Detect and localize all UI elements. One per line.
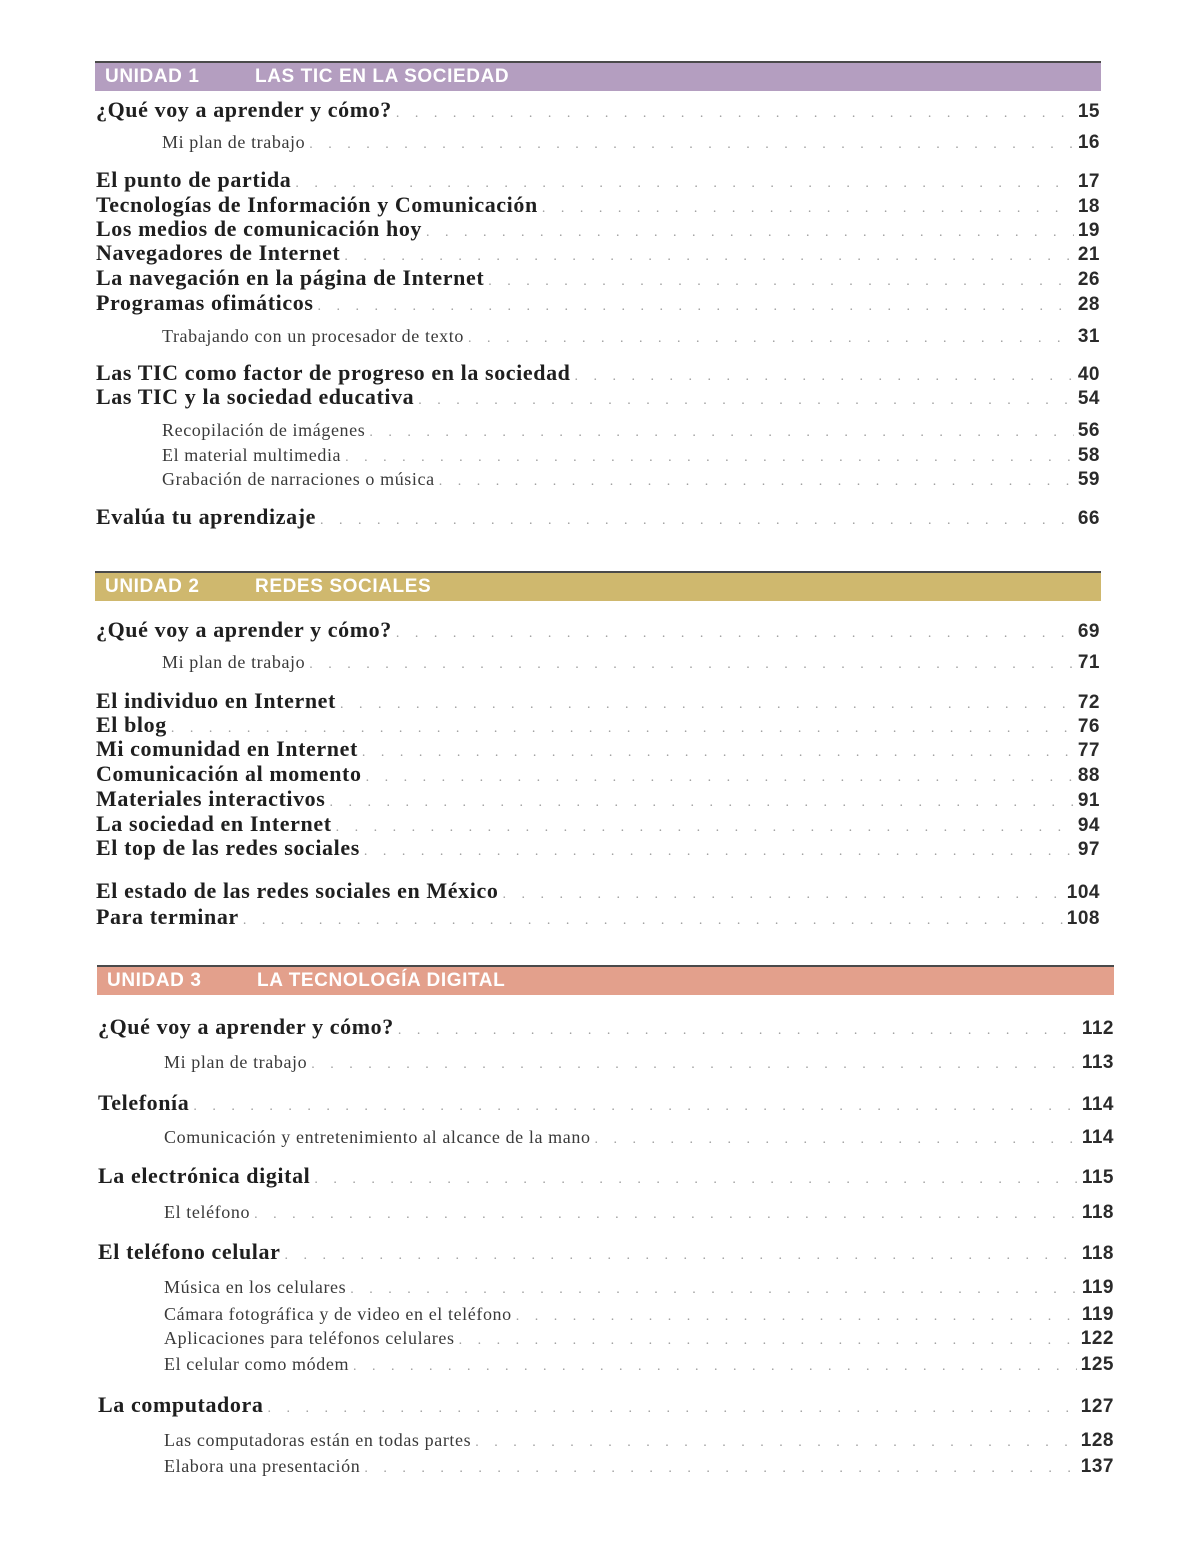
entry-title: Programas ofimáticos bbox=[96, 290, 314, 315]
page-number: 118 bbox=[1081, 1202, 1114, 1223]
page-number: 76 bbox=[1077, 716, 1100, 737]
toc-subentry bbox=[164, 1430, 1114, 1452]
dot-leader bbox=[516, 1307, 1078, 1325]
dot-leader bbox=[502, 885, 1062, 903]
page-number: 18 bbox=[1077, 196, 1100, 217]
dot-leader bbox=[575, 367, 1074, 385]
dot-leader bbox=[439, 472, 1074, 490]
toc-subentry bbox=[162, 445, 1100, 467]
page-number: 114 bbox=[1081, 1127, 1114, 1148]
page-number: 26 bbox=[1077, 269, 1100, 290]
unit-title: REDES SOCIALES bbox=[255, 576, 432, 597]
page-number: 54 bbox=[1077, 388, 1100, 409]
entry-title: El material multimedia bbox=[162, 445, 342, 465]
page-number: 127 bbox=[1080, 1396, 1114, 1417]
dot-leader bbox=[362, 743, 1074, 761]
toc-entry bbox=[96, 878, 1100, 904]
page-number: 40 bbox=[1077, 364, 1100, 385]
page-number: 119 bbox=[1081, 1304, 1114, 1325]
page-number: 97 bbox=[1077, 839, 1100, 860]
entry-title: La navegación en la página de Internet bbox=[96, 265, 485, 290]
entry-title: Música en los celulares bbox=[164, 1277, 347, 1297]
entry-title: Los medios de comunicación hoy bbox=[96, 216, 423, 241]
dot-leader bbox=[311, 1055, 1078, 1073]
entry-title: Evalúa tu aprendizaje bbox=[96, 504, 316, 529]
toc-entry bbox=[96, 835, 1100, 861]
dot-leader bbox=[418, 391, 1074, 409]
toc-subentry bbox=[164, 1052, 1114, 1074]
page-number: 21 bbox=[1077, 244, 1100, 265]
dot-leader bbox=[364, 842, 1074, 860]
page-number: 113 bbox=[1081, 1052, 1114, 1073]
entry-title: Recopilación de imágenes bbox=[162, 420, 366, 440]
page-number: 56 bbox=[1077, 420, 1100, 441]
page-number: 77 bbox=[1077, 740, 1100, 761]
entry-title: Navegadores de Internet bbox=[96, 240, 341, 265]
dot-leader bbox=[595, 1130, 1078, 1148]
toc-entry bbox=[96, 265, 1100, 291]
page-number: 17 bbox=[1077, 171, 1100, 192]
toc-entry bbox=[96, 617, 1100, 643]
toc-entry bbox=[96, 761, 1100, 787]
page-number: 112 bbox=[1081, 1018, 1114, 1039]
page-number: 114 bbox=[1081, 1094, 1114, 1115]
dot-leader bbox=[542, 199, 1074, 217]
unit-header bbox=[95, 571, 1101, 601]
entry-title: Comunicación y entretenimiento al alcance de la mano bbox=[164, 1127, 591, 1147]
entry-title: Grabación de narraciones o música bbox=[162, 469, 435, 489]
dot-leader bbox=[193, 1097, 1077, 1115]
dot-leader bbox=[350, 1280, 1078, 1298]
page-number: 16 bbox=[1077, 132, 1100, 153]
page-number: 69 bbox=[1077, 621, 1100, 642]
dot-leader bbox=[336, 818, 1074, 836]
page-number: 58 bbox=[1077, 445, 1100, 466]
dot-leader bbox=[369, 423, 1074, 441]
toc-entry bbox=[96, 811, 1100, 837]
toc-subentry bbox=[164, 1328, 1114, 1350]
toc-entry bbox=[96, 688, 1100, 714]
dot-leader bbox=[364, 1459, 1076, 1477]
entry-title: La computadora bbox=[98, 1392, 264, 1417]
unit-header bbox=[97, 965, 1114, 995]
dot-leader bbox=[295, 174, 1073, 192]
dot-leader bbox=[340, 695, 1074, 713]
page-number: 19 bbox=[1077, 220, 1100, 241]
entry-title: Tecnologías de Información y Comunicación bbox=[96, 192, 538, 217]
page-number: 115 bbox=[1081, 1167, 1114, 1188]
entry-title: El blog bbox=[96, 712, 167, 737]
dot-leader bbox=[396, 624, 1074, 642]
dot-leader bbox=[309, 655, 1074, 673]
toc-entry bbox=[96, 712, 1100, 738]
dot-leader bbox=[309, 135, 1074, 153]
page-number: 71 bbox=[1077, 652, 1100, 673]
page-number: 122 bbox=[1080, 1328, 1114, 1349]
toc-entry bbox=[98, 1014, 1114, 1040]
toc-entry bbox=[96, 290, 1100, 316]
entry-title: El teléfono bbox=[164, 1202, 251, 1222]
toc-entry bbox=[96, 240, 1100, 266]
unit-header bbox=[95, 61, 1101, 91]
entry-title: El individuo en Internet bbox=[96, 688, 336, 713]
dot-leader bbox=[475, 1433, 1077, 1451]
toc-entry bbox=[96, 216, 1100, 242]
toc-entry bbox=[96, 504, 1100, 530]
page-number: 66 bbox=[1077, 508, 1100, 529]
toc-subentry bbox=[162, 326, 1100, 348]
entry-title: Para terminar bbox=[96, 904, 239, 929]
entry-title: Mi plan de trabajo bbox=[164, 1052, 308, 1072]
dot-leader bbox=[366, 768, 1074, 786]
toc-entry bbox=[96, 786, 1100, 812]
unit-title: LA TECNOLOGÍA DIGITAL bbox=[257, 970, 506, 991]
entry-title: Las TIC y la sociedad educativa bbox=[96, 384, 415, 409]
page-number: 91 bbox=[1077, 790, 1100, 811]
unit-title: LAS TIC EN LA SOCIEDAD bbox=[255, 66, 510, 87]
toc-entry bbox=[98, 1090, 1114, 1116]
unit-number: UNIDAD 2 bbox=[105, 576, 200, 597]
page-number: 28 bbox=[1077, 294, 1100, 315]
entry-title: Telefonía bbox=[98, 1090, 190, 1115]
toc-subentry bbox=[164, 1456, 1114, 1478]
entry-title: Cámara fotográfica y de video en el teléfono bbox=[164, 1304, 512, 1324]
toc-subentry bbox=[164, 1277, 1114, 1299]
toc-entry bbox=[98, 1392, 1114, 1418]
dot-leader bbox=[267, 1399, 1076, 1417]
entry-title: ¿Qué voy a aprender y cómo? bbox=[98, 1014, 394, 1039]
entry-title: El celular como módem bbox=[164, 1354, 350, 1374]
dot-leader bbox=[345, 448, 1074, 466]
page-number: 31 bbox=[1077, 326, 1100, 347]
page-number: 118 bbox=[1081, 1243, 1114, 1264]
entry-title: Trabajando con un procesador de texto bbox=[162, 326, 464, 346]
toc-subentry bbox=[164, 1304, 1114, 1326]
dot-leader bbox=[426, 223, 1074, 241]
page-number: 15 bbox=[1077, 101, 1100, 122]
entry-title: La sociedad en Internet bbox=[96, 811, 332, 836]
page-number: 108 bbox=[1066, 908, 1100, 929]
entry-title: Las TIC como factor de progreso en la sociedad bbox=[96, 360, 571, 385]
entry-title: ¿Qué voy a aprender y cómo? bbox=[96, 97, 392, 122]
dot-leader bbox=[171, 719, 1074, 737]
entry-title: Comunicación al momento bbox=[96, 761, 362, 786]
toc-entry bbox=[96, 384, 1100, 410]
entry-title: Elabora una presentación bbox=[164, 1456, 361, 1476]
entry-title: Mi plan de trabajo bbox=[162, 652, 306, 672]
toc-subentry bbox=[162, 132, 1100, 154]
toc-subentry bbox=[162, 420, 1100, 442]
toc-entry bbox=[96, 192, 1100, 218]
toc-entry bbox=[96, 167, 1100, 193]
entry-title: Las computadoras están en todas partes bbox=[164, 1430, 472, 1450]
unit-number: UNIDAD 1 bbox=[105, 66, 200, 87]
toc-entry bbox=[96, 736, 1100, 762]
dot-leader bbox=[254, 1205, 1078, 1223]
toc-entry bbox=[96, 97, 1100, 123]
entry-title: Mi comunidad en Internet bbox=[96, 736, 358, 761]
dot-leader bbox=[314, 1170, 1077, 1188]
dot-leader bbox=[353, 1357, 1077, 1375]
entry-title: Mi plan de trabajo bbox=[162, 132, 306, 152]
dot-leader bbox=[320, 511, 1074, 529]
toc-entry bbox=[98, 1163, 1114, 1189]
page-number: 119 bbox=[1081, 1277, 1114, 1298]
page-number: 104 bbox=[1066, 882, 1100, 903]
dot-leader bbox=[329, 793, 1073, 811]
entry-title: Aplicaciones para teléfonos celulares bbox=[164, 1328, 455, 1348]
page-number: 88 bbox=[1077, 765, 1100, 786]
entry-title: La electrónica digital bbox=[98, 1163, 311, 1188]
dot-leader bbox=[396, 104, 1074, 122]
toc-subentry bbox=[164, 1127, 1114, 1149]
toc-entry bbox=[96, 360, 1100, 386]
dot-leader bbox=[344, 247, 1074, 265]
entry-title: Materiales interactivos bbox=[96, 786, 326, 811]
toc-entry bbox=[98, 1239, 1114, 1265]
page-number: 128 bbox=[1080, 1430, 1114, 1451]
page-number: 94 bbox=[1077, 815, 1100, 836]
page-number: 59 bbox=[1077, 469, 1100, 490]
dot-leader bbox=[243, 911, 1063, 929]
entry-title: ¿Qué voy a aprender y cómo? bbox=[96, 617, 392, 642]
toc-subentry bbox=[162, 469, 1100, 491]
dot-leader bbox=[468, 329, 1074, 347]
page-number: 137 bbox=[1080, 1456, 1114, 1477]
entry-title: El teléfono celular bbox=[98, 1239, 281, 1264]
toc-subentry bbox=[164, 1202, 1114, 1224]
toc-entry bbox=[96, 904, 1100, 930]
toc-subentry bbox=[162, 652, 1100, 674]
dot-leader bbox=[488, 272, 1074, 290]
entry-title: El top de las redes sociales bbox=[96, 835, 360, 860]
unit-number: UNIDAD 3 bbox=[107, 970, 202, 991]
dot-leader bbox=[318, 297, 1074, 315]
entry-title: El punto de partida bbox=[96, 167, 292, 192]
dot-leader bbox=[459, 1331, 1077, 1349]
page-number: 72 bbox=[1077, 692, 1100, 713]
page-number: 125 bbox=[1080, 1354, 1114, 1375]
toc-subentry bbox=[164, 1354, 1114, 1376]
dot-leader bbox=[398, 1021, 1078, 1039]
entry-title: El estado de las redes sociales en México bbox=[96, 878, 499, 903]
dot-leader bbox=[284, 1246, 1077, 1264]
